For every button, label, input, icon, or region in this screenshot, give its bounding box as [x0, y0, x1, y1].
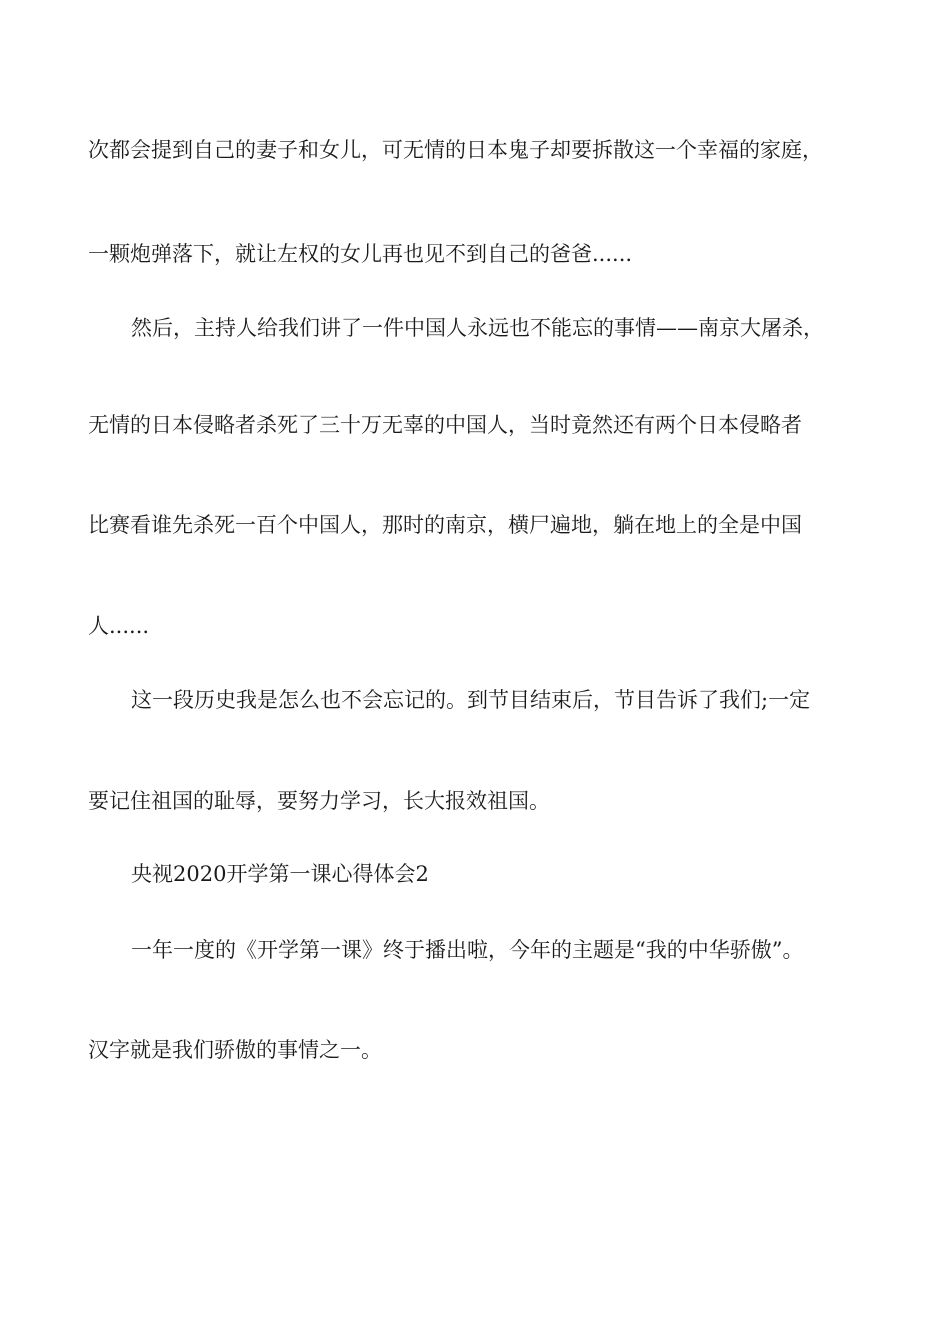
paragraph-line: 然后，主持人给我们讲了一件中国人永远也不能忘的事情——南京大屠杀， — [131, 316, 824, 340]
paragraph-line: 次都会提到自己的妻子和女儿，可无情的日本鬼子却要拆散这一个幸福的家庭， — [88, 138, 823, 162]
paragraph-line: 一年一度的《开学第一课》终于播出啦，今年的主题是“我的中华骄傲”。 — [131, 938, 804, 962]
paragraph-line: 比赛看谁先杀死一百个中国人，那时的南京，横尸遍地，躺在地上的全是中国 — [88, 513, 802, 537]
paragraph-line: 人...... — [88, 614, 150, 638]
paragraph-line: 无情的日本侵略者杀死了三十万无辜的中国人，当时竟然还有两个日本侵略者 — [88, 413, 802, 437]
paragraph-line: 这一段历史我是怎么也不会忘记的。到节目结束后，节目告诉了我们;一定 — [131, 688, 811, 712]
paragraph-line: 一颗炮弹落下，就让左权的女儿再也见不到自己的爸爸...... — [88, 242, 633, 266]
section-heading: 央视2020开学第一课心得体会2 — [131, 862, 429, 886]
paragraph-line: 要记住祖国的耻辱，要努力学习，长大报效祖国。 — [88, 789, 550, 813]
paragraph-line: 汉字就是我们骄傲的事情之一。 — [88, 1038, 382, 1062]
